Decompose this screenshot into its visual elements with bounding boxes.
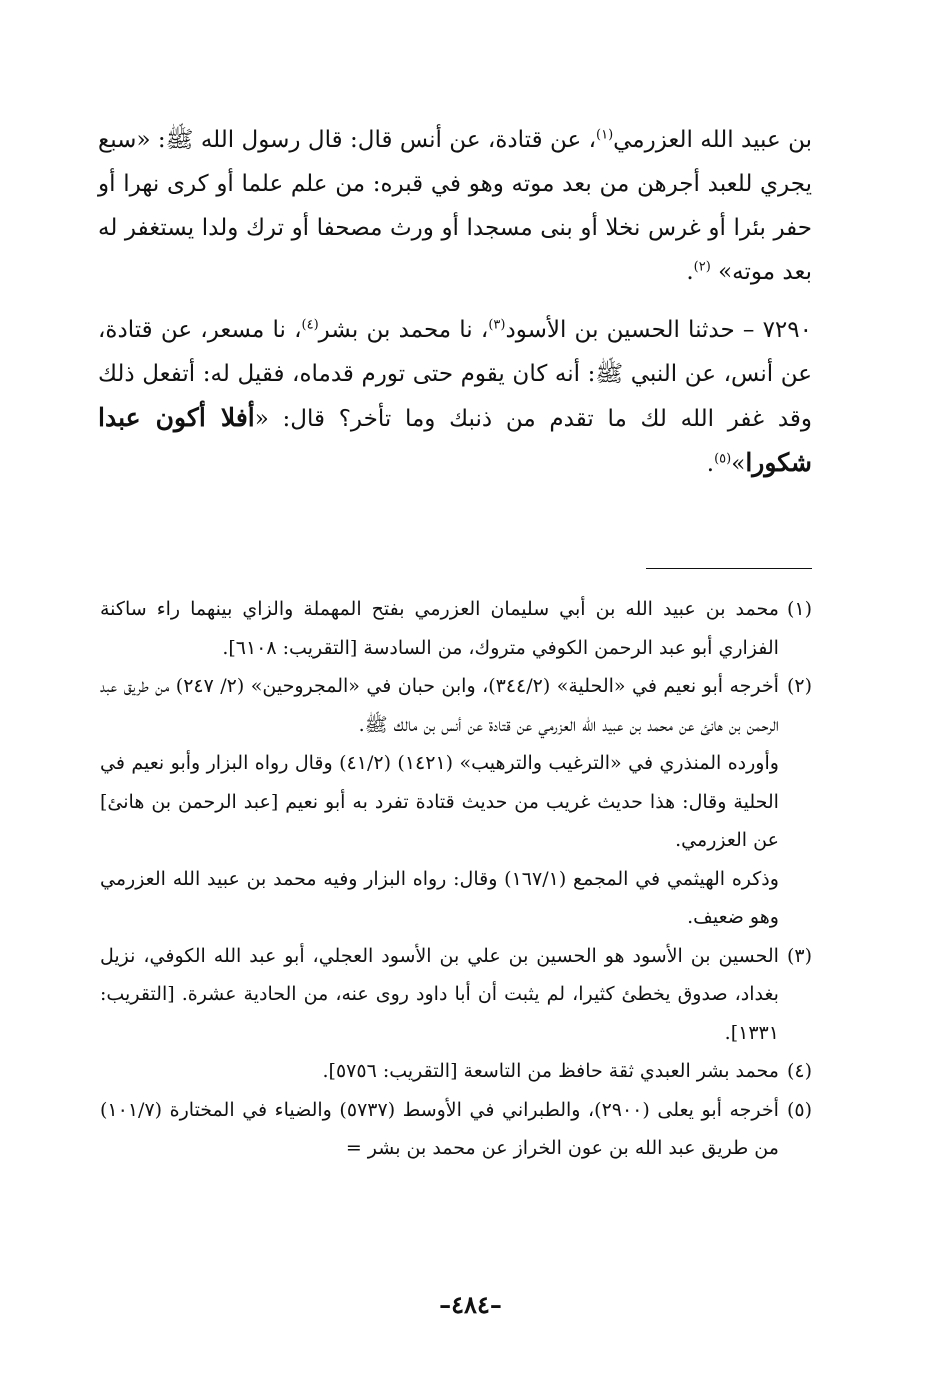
footnote-number: (١) bbox=[786, 598, 812, 620]
footnote-3: (٣) الحسين بن الأسود هو الحسين بن علي بن الأسود العجلي، أبو عبد الله الكوفي، نزيل بغداد، صدوق يخطئ كثيرا، لم يثبت أن أبا داود روى عنه، من الحادية عشرة. [التقريب: ١٣٣١]. bbox=[100, 937, 812, 1053]
footnote-separator bbox=[646, 568, 812, 569]
footnote-ref-4: (٤) bbox=[301, 317, 319, 333]
footnote-number: (٢) bbox=[786, 675, 812, 697]
main-text bbox=[98, 118, 812, 486]
paragraph-hadith-7290: ٧٢٩٠ – حدثنا الحسين بن الأسود$^{(٣)}$، نا محمد بن بشر$^{(٤)}$، نا مسعر، عن قتادة، عن أنس، عن النبي ﷺ: أنه كان يقوم حتى تورم قدماه، فقيل له: أتفعل ذلك وقد غفر الله لك ما تقدم من ذنبك وما تأخر؟ قال: «أفلا أكون عبدا شكورا»$^{(٥)}$. bbox=[98, 317, 812, 477]
footnote-1: (١) محمد بن عبيد الله بن أبي سليمان العزرمي بفتح المهملة والزاي بينهما راء ساكنة الفزاري أبو عبد الرحمن الكوفي متروك، من السادسة [التقريب: ٦١٠٨]. bbox=[100, 590, 812, 667]
footnote-number: (٤) bbox=[786, 1060, 812, 1082]
footnote-number: (٣) bbox=[786, 944, 812, 967]
page-number: –٤٨٤– bbox=[439, 1290, 502, 1319]
bold-quote: أفلا أكون عبدا شكورا bbox=[98, 403, 812, 477]
footnote-2: (٢) أخرجه أبو نعيم في «الحلية» (٣٤٤/٢)، وابن حبان في «المجروحين» (٢/ ٢٤٧) من طريق عبد الرحمن بن هانئ عن محمد بن عبيد الله العزرمي عن قتادة عن أنس بن مالك ﷺ. وأورده المنذري في «الترغيب والترهيب» (١٤٢١) (٤١/٢) وقال رواه البزار وأبو نعيم في الحلية وقال: هذا حديث غريب من حديث قتادة تفرد به أبو نعيم [عبد الرحمن بن هانئ] عن العزرمي. وذكره الهيثمي في المجمع (١٦٧/١) وقال: رواه البزار وفيه محمد بن عبيد الله العزرمي وهو ضعيف. bbox=[100, 667, 812, 937]
footnote-5: (٥) أخرجه أبو يعلى (٢٩٠٠)، والطبراني في الأوسط (٥٧٣٧) والضياء في المختارة (١٠١/٧) من طريق عبد الله بن عون الخراز عن محمد بن بشر = bbox=[100, 1091, 812, 1168]
footnote-ref-1: (١) bbox=[596, 127, 614, 143]
footnotes bbox=[100, 590, 812, 1168]
footnote-ref-3: (٣) bbox=[488, 317, 506, 333]
footnote-number: (٥) bbox=[786, 1098, 812, 1121]
footnote-4: (٤) محمد بشر العبدي ثقة حافظ من التاسعة [التقريب: ٥٧٥٦]. bbox=[100, 1052, 812, 1091]
footnote-ref-2: (٢) bbox=[693, 259, 711, 275]
paragraph-hadith-7289-end: بن عبيد الله العزرمي$^{(١)}$، عن قتادة، عن أنس قال: قال رسول الله ﷺ: «سبع يجري للعبد أجرهن من بعد موته وهو في قبره: من علم علما أو كرى نهرا أو حفر بئرا أو غرس نخلا أو بنى مسجدا أو ورث مصحفا أو ترك ولدا يستغفر له بعد موته» $^{(٢)}$. bbox=[98, 127, 812, 285]
footnote-ref-5: (٥) bbox=[714, 451, 732, 467]
